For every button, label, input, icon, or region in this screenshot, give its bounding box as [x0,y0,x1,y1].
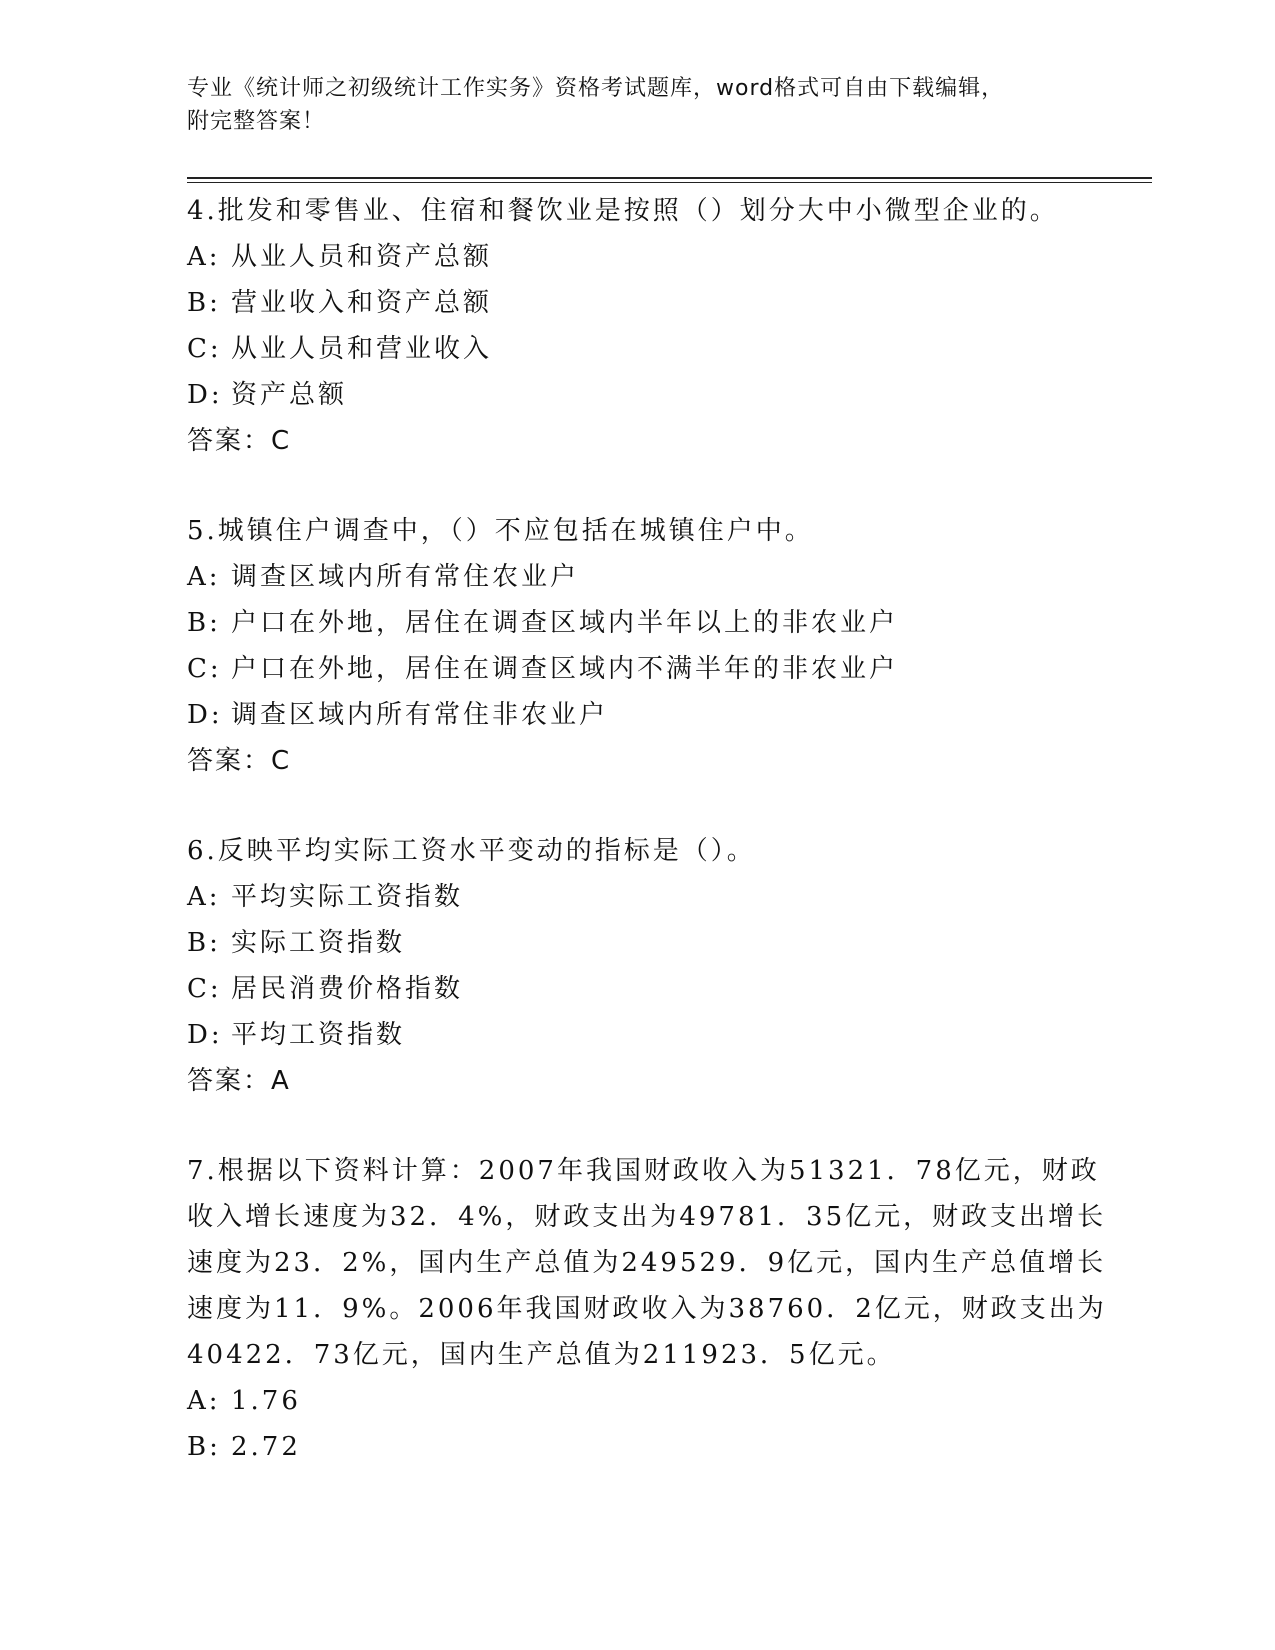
spacer [187,784,1087,828]
option-text: 1.76 [231,1386,301,1416]
question-text: 5.城镇住户调查中，（）不应包括在城镇住户中。 [187,516,814,546]
option-b [187,600,1087,646]
header-divider [187,177,1152,179]
option-b [187,1424,1087,1470]
option-letter: B: [187,608,221,638]
option-c [187,326,1087,372]
answer-label: 答案：A [187,1066,291,1096]
option-text: 平均工资指数 [231,1020,406,1050]
option-text: 户口在外地，居住在调查区域内半年以上的非农业户 [231,608,899,638]
question-7 [187,1148,1107,1470]
option-letter: B: [187,1432,221,1462]
answer-label: 答案：C [187,746,292,776]
option-d [187,372,1087,418]
option-letter: A: [187,882,221,912]
option-text: 平均实际工资指数 [231,882,464,912]
option-letter: C: [187,334,222,364]
option-text: 从业人员和资产总额 [231,242,493,272]
document-header [187,72,1067,138]
option-text: 居民消费价格指数 [231,974,464,1004]
option-a [187,554,1087,600]
option-b [187,920,1087,966]
header-line-1: 专业《统计师之初级统计工作实务》资格考试题库，word格式可自由下载编辑， [187,76,1005,101]
header-divider-thin [187,182,1152,183]
option-a [187,874,1087,920]
option-text: 调查区域内所有常住非农业户 [231,700,609,730]
answer-label: 答案：C [187,426,292,456]
option-letter: A: [187,562,221,592]
spacer [187,464,1087,508]
option-letter: D: [187,700,223,730]
option-letter: D: [187,380,223,410]
question-6 [187,828,1087,1104]
spacer [187,1104,1087,1148]
option-text: 资产总额 [231,380,348,410]
option-letter: B: [187,928,221,958]
question-list [187,188,1107,1470]
option-b [187,280,1087,326]
question-text-line: 收入增长速度为32．4%，财政支出为49781．35亿元，财政支出增长 [187,1202,1107,1232]
option-d [187,1012,1087,1058]
question-text: 6.反映平均实际工资水平变动的指标是（）。 [187,836,756,866]
option-a [187,1378,1087,1424]
question-5 [187,508,1087,784]
option-text: 从业人员和营业收入 [231,334,493,364]
question-text-line: 7.根据以下资料计算：2007年我国财政收入为51321．78亿元，财政 [187,1156,1100,1186]
header-line-2: 附完整答案！ [187,109,326,134]
option-c [187,646,1087,692]
option-c [187,966,1087,1012]
option-text: 调查区域内所有常住农业户 [231,562,580,592]
option-letter: C: [187,654,222,684]
question-text-line: 速度为11．9%。2006年我国财政收入为38760．2亿元，财政支出为 [187,1294,1107,1324]
option-a [187,234,1087,280]
option-letter: A: [187,1386,221,1416]
question-text-line: 速度为23．2%，国内生产总值为249529．9亿元，国内生产总值增长 [187,1248,1107,1278]
option-d [187,692,1087,738]
option-text: 户口在外地，居住在调查区域内不满半年的非农业户 [231,654,899,684]
option-text: 营业收入和资产总额 [231,288,493,318]
question-4 [187,188,1087,464]
option-text: 2.72 [231,1432,301,1462]
option-letter: D: [187,1020,223,1050]
option-letter: C: [187,974,222,1004]
option-letter: A: [187,242,221,272]
option-letter: B: [187,288,221,318]
option-text: 实际工资指数 [231,928,406,958]
question-text-line: 40422．73亿元，国内生产总值为211923．5亿元。 [187,1340,896,1370]
question-text: 4.批发和零售业、住宿和餐饮业是按照（）划分大中小微型企业的。 [187,196,1059,226]
